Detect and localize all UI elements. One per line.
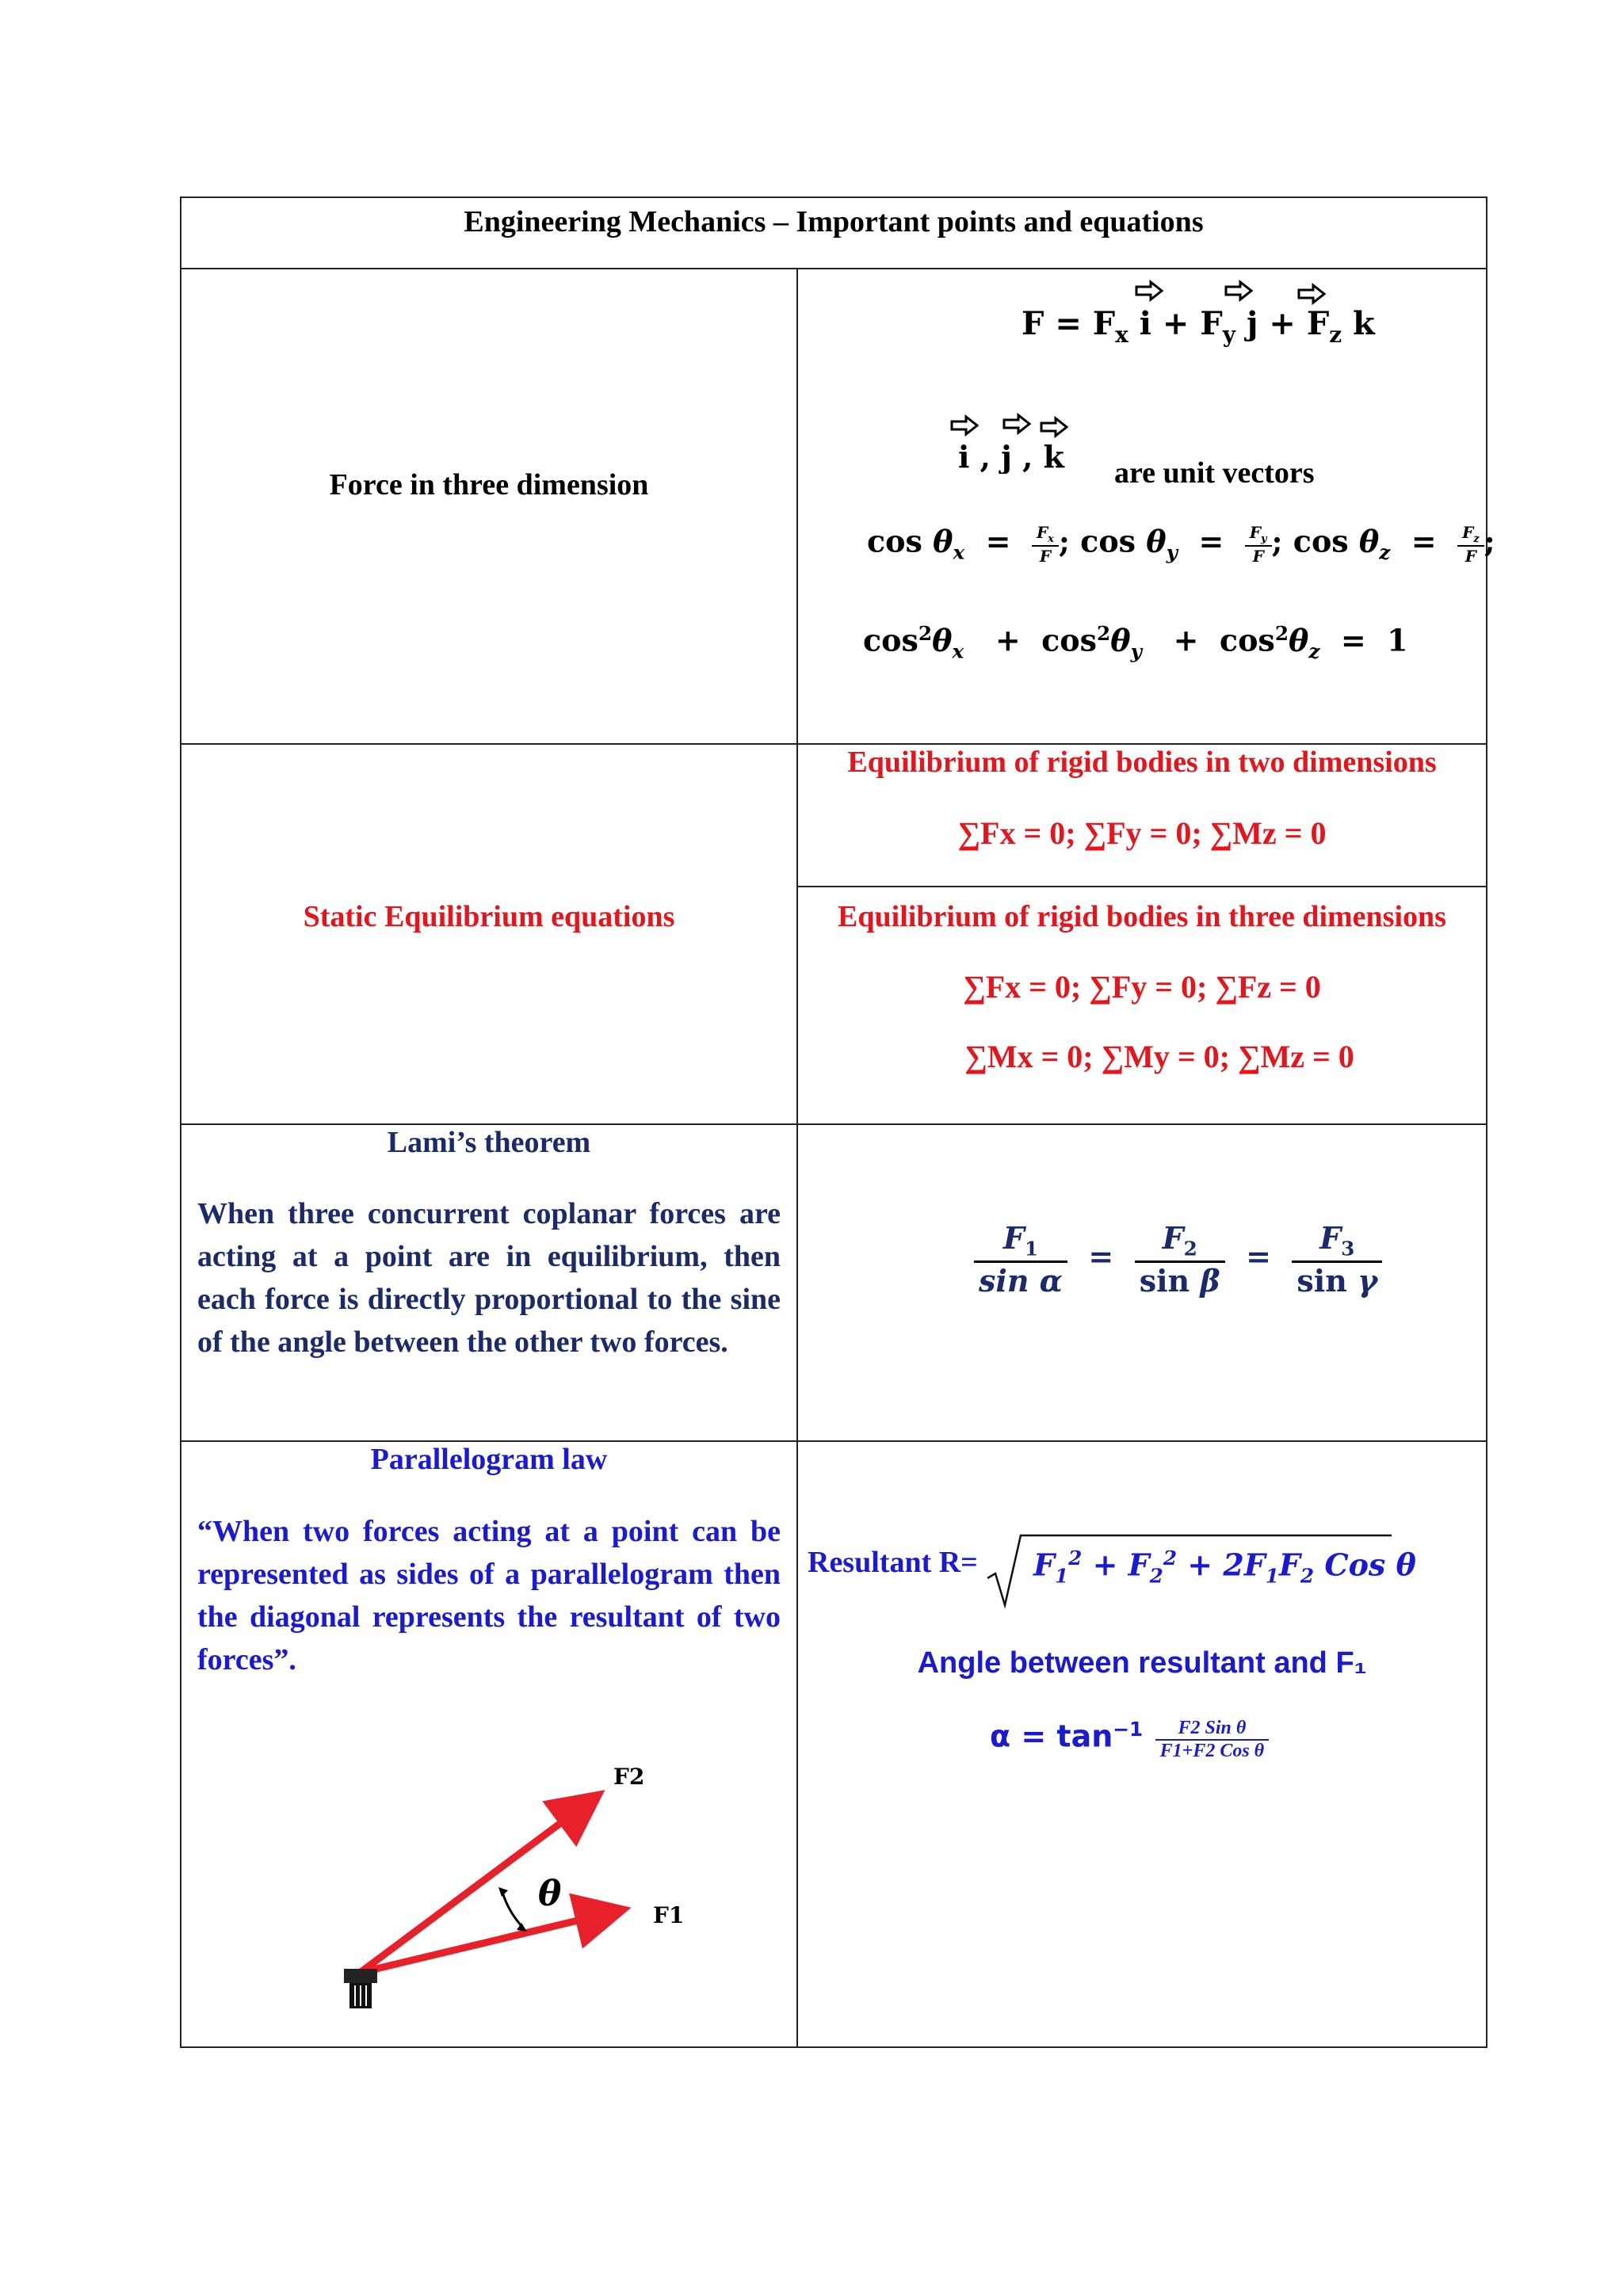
row-divider: [181, 268, 1486, 269]
equilibrium-3d-title: Equilibrium of rigid bodies in three dimensions: [838, 900, 1446, 933]
arrow-right-icon: [1136, 282, 1324, 303]
support-pin-icon: [344, 1969, 377, 2008]
alpha-lhs: α = tan: [990, 1718, 1113, 1754]
angle-indicator-icon: [498, 1887, 527, 1932]
static-eq-label: Static Equilibrium equations: [303, 900, 675, 933]
resultant-formula: [808, 1529, 1481, 1616]
svg-text:F = Fx i + Fy j + Fz k: $F = F_x$ $i + F_y$ $j + F_z$ k: [1022, 305, 1375, 348]
alpha-denominator: F1+F2 Cos θ: [1159, 1741, 1265, 1761]
f2-label: F2: [613, 1764, 645, 1790]
force-3d-label: Force in three dimension: [329, 468, 649, 502]
lami-text: When three concurrent coplanar forces are acting at a point are in equilibrium, then each force is directly proportional to the sine of the angle between the other two forces.: [197, 1197, 781, 1359]
lami-equation: $\frac{F_1}{\text{sin α}}$ = $\frac{F_2}{\text{sin β}}$ = $\frac{F_3}{\text{sin γ}}$: [974, 1220, 1449, 1299]
unit-vectors-text: are unit vectors: [1114, 456, 1315, 490]
force-vector-equation: [1014, 277, 1489, 372]
equilibrium-3d-force-equation: ∑Fx = 0; ∑Fy = 0; ∑Fz = 0: [963, 969, 1321, 1005]
row-divider: [798, 886, 1486, 887]
cosine-squared-identity: $\cos^2\theta_x + \cos^2\theta_y + \cos^2\theta_z = 1$: [863, 622, 1408, 663]
equilibrium-2d-equation: ∑Fx = 0; ∑Fy = 0; ∑Mz = 0: [957, 815, 1327, 851]
alpha-numerator: F2 Sin θ: [1155, 1718, 1270, 1741]
parallelogram-title: Parallelogram law: [370, 1443, 608, 1476]
direction-cosines: $\cos \theta_x$ = $\frac{F_x}{F}$ ; $\cos \theta_y$ = $\frac{F_y}{F}$ ; $\cos \theta_z$ = $\frac{F_z}{F}$ ;: [867, 523, 1495, 566]
page-title: Engineering Mechanics – Important points and equations: [464, 205, 1204, 238]
force-vector-equation-svg: [1014, 277, 1489, 372]
parallelogram-text: “When two forces acting at a point can be represented as sides of a parallelogram then the diagonal represents the resultant of two forces”.: [197, 1515, 781, 1676]
arrow-right-icon: [952, 415, 1067, 436]
svg-text:i , j , k: i , j , k: [958, 439, 1064, 474]
resultant-label: Resultant R=: [808, 1546, 978, 1579]
alpha-formula: $\alpha = \tan^{-1}$ $\frac{\text{F2 Sin θ}}{\text{F1+F2 Cos θ}}$: [990, 1718, 1481, 1762]
equations-table: [180, 196, 1495, 2048]
equilibrium-3d-moment-equation: ∑Mx = 0; ∑My = 0; ∑Mz = 0: [964, 1039, 1354, 1074]
angle-label: Angle between resultant and F₁: [917, 1646, 1367, 1680]
resultant-radicand: $F_1^2 + F_2^2 + 2F_1F_2$ Cos θ: [1033, 1547, 1416, 1588]
f1-label: F1: [653, 1902, 685, 1928]
column-divider: [796, 268, 798, 2046]
parallelogram-diagram: [285, 1703, 776, 2036]
equilibrium-2d-title: Equilibrium of rigid bodies in two dimensions: [847, 746, 1437, 779]
theta-label: θ: [538, 1874, 562, 1914]
lami-title: Lami’s theorem: [387, 1126, 591, 1159]
